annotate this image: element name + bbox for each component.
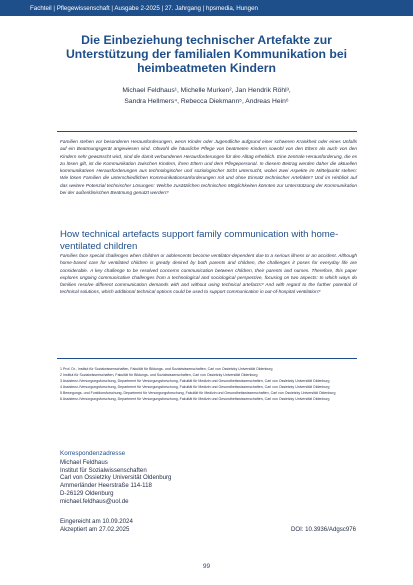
author-list xyxy=(40,86,373,107)
abstract-german: Familien stehen vor besonderen Herausforderungen, wenn Kinder oder Jugendliche aufgrund einer schweren Krankheit oder eines Unfalls auf ein Beatmungsgerät angewiesen sind. Obwohl die häusliche Pflege von beatmeten Kindern sowohl von den Eltern als auch von den Kindern sehr gewünscht wird, sind die damit verbundenen Herausforderungen für den Alltag erheblich. Eine zentrale Herausforderung, die es zu lösen gilt, ist die Kommunikation zwischen Kindern, ihren Eltern und dem Pflegepersonal. In diesem Beitrag werden daher die aktuellen kommunikativen Herausforderungen aus technologischer und soziologischer Sicht untersucht, wobei zwei Aspekte im Mittelpunkt stehen: Wie lösen Familien die unterschiedlichen Kommunikationsanforderungen mit und ohne Einsatz technischer Artefakte? Und im Hinblick auf das weitere Potenzial technischer Lösungen: Welche zusätzlichen technischen Möglichkeiten könnten zur Unterstützung der Kommunikation bei der außerklinischen Beatmung genutzt werden? xyxy=(60,140,357,197)
submission-dates xyxy=(60,518,133,533)
contact-name: Michael Feldhaus xyxy=(60,459,108,466)
abstract-english: Families face special challenges when children or adolescents become ventilator-dependent due to a serious illness or an accident. Although home-based care for ventilated children is greatly desired by both parents and children, the challenges it poses for everyday life are considerable. A key challenge to be resolved concerns communication between children, their parents and nurses. Therefore, this paper explores ongoing communicative challenges from a technological and sociological perspective, focusing on two aspects: In which ways do families resolve different communication demands with and without using technical artefacts? And with regard to the further potential of technical solutions, which additional technical options could be used to support communication in out-of-hospital ventilation? xyxy=(60,254,357,296)
contact-institute: Institut für Sozialwissenschaften xyxy=(60,466,147,474)
affiliation-item: 3 Assistenz-/Versorgungsforschung, Department für Versorgungsforschung, Fakultät für Medizin und Gesundheitswissenschaften, Carl von Ossietzky Universität Oldenburg xyxy=(60,379,330,384)
contact-street: Ammerländer Heerstraße 114-118 xyxy=(60,482,152,490)
contact-university: Carl von Ossietzky Universität Oldenburg xyxy=(60,474,172,482)
authors-line-2: Sandra Hellmers⁴, Rebecca Diekmann⁵, Andreas Hein⁶ xyxy=(124,97,289,105)
affiliation-item: 4 Assistenz-/Versorgungsforschung, Department für Versorgungsforschung, Fakultät für Medizin und Gesundheitswissenschaften, Carl von Ossietzky Universität Oldenburg xyxy=(60,385,330,390)
divider-top xyxy=(57,131,357,132)
affiliation-list xyxy=(60,366,360,402)
correspondence-label: Korrespondenzadresse xyxy=(60,450,126,457)
contact-email[interactable]: michael.feldhaus@uol.de xyxy=(60,497,129,505)
running-head-text: Fachteil | Pflegewissenschaft | Ausgabe 2-2025 | 27. Jahrgang | hpsmedia, Hungen xyxy=(30,4,258,12)
affiliation-item: 6 Assistenz-/Versorgungsforschung, Department für Versorgungsforschung, Fakultät für Medizin und Gesundheitswissenschaften, Carl von Ossietzky Universität Oldenburg xyxy=(60,397,330,402)
english-title: How technical artefacts support family communication with home-ventilated children xyxy=(60,229,339,252)
running-header xyxy=(0,0,413,16)
accepted-date: Akzeptiert am 27.02.2025 xyxy=(60,525,130,533)
affiliation-item: 1 Prof. Dr., Institut für Sozialwissenschaften, Fakultät für Bildungs- und Sozialwissenschaften, Carl von Ossietzky Universität Oldenburg xyxy=(60,367,273,371)
authors-line-1: Michael Feldhaus¹, Michelle Murken², Jan Hendrik Röhl³, xyxy=(122,87,291,94)
received-date: Eingereicht am 10.09.2024 xyxy=(60,518,133,525)
page-number: 99 xyxy=(202,563,211,570)
article-title: Die Einbeziehung technischer Artefakte zur Unterstützung der familialen Kommunikation bei heimbeatmeten Kindern xyxy=(65,33,347,75)
affiliation-item: 5 Bewegungs- und Funktionsforschung, Department für Versorgungsforschung, Fakultät für Medizin und Gesundheitswissenschaften, Carl von Ossietzky Universität Oldenburg xyxy=(60,391,336,396)
affiliation-item: 2 Institut für Sozialwissenschaften, Fakultät für Bildungs- und Sozialwissenschaften, Carl von Ossietzky Universität Oldenburg xyxy=(60,373,258,378)
doi-text[interactable]: DOI: 10.3936/Adgsc976 xyxy=(290,526,356,533)
divider-bottom xyxy=(57,358,357,359)
contact-city: D-26129 Oldenburg xyxy=(60,489,114,497)
correspondence-address xyxy=(60,459,260,505)
